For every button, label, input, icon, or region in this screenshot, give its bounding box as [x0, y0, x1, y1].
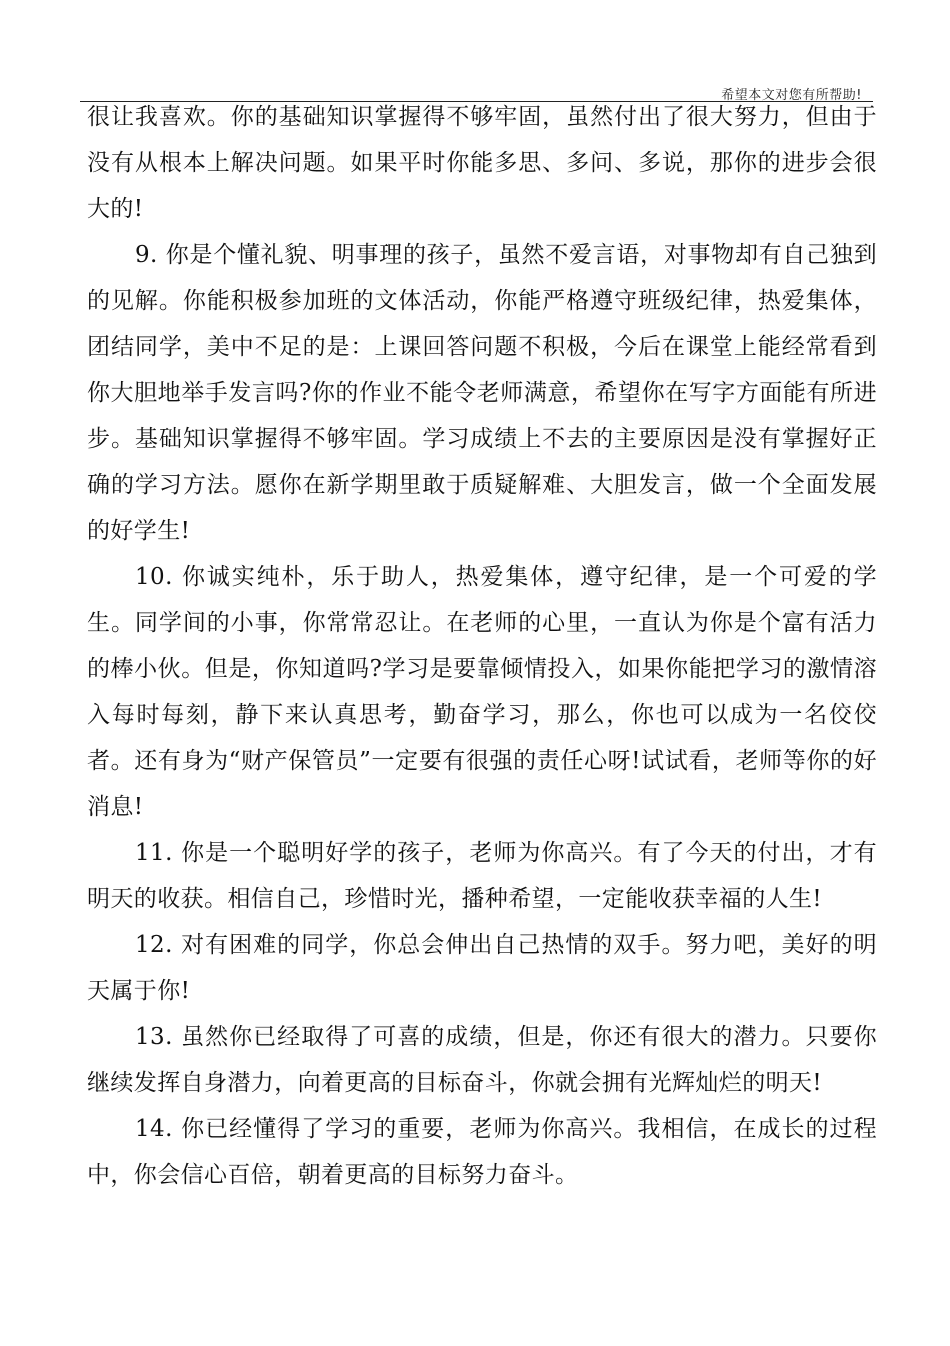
- paragraph-continuation: 很让我喜欢。你的基础知识掌握得不够牢固，虽然付出了很大努力，但由于没有从根本上解决问题。如果平时你能多思、多问、多说，那你的进步会很大的!: [87, 104, 877, 222]
- paragraph-item-11: 11. 你是一个聪明好学的孩子，老师为你高兴。有了今天的付出，才有明天的收获。相信自己，珍惜时光，播种希望，一定能收获幸福的人生!: [87, 840, 877, 912]
- paragraph-item-9: 9. 你是个懂礼貌、明事理的孩子，虽然不爱言语，对事物却有自己独到的见解。你能积极参加班的文体活动，你能严格遵守班级纪律，热爱集体，团结同学，美中不足的是：上课回答问题不积极，今后在课堂上能经常看到你大胆地举手发言吗?你的作业不能令老师满意，希望你在写字方面能有所进步。基础知识掌握得不够牢固。学习成绩上不去的主要原因是没有掌握好正确的学习方法。愿你在新学期里敢于质疑解难、大胆发言，做一个全面发展的好学生!: [87, 242, 877, 544]
- document-body: [87, 94, 877, 1198]
- paragraph-item-12: 12. 对有困难的同学，你总会伸出自己热情的双手。努力吧，美好的明天属于你!: [87, 932, 877, 1004]
- paragraph-item-14: 14. 你已经懂得了学习的重要，老师为你高兴。我相信，在成长的过程中，你会信心百倍，朝着更高的目标努力奋斗。: [87, 1116, 877, 1188]
- header-note: 希望本文对您有所帮助!: [721, 88, 862, 103]
- paragraph-item-13: 13. 虽然你已经取得了可喜的成绩，但是，你还有很大的潜力。只要你继续发挥自身潜力，向着更高的目标奋斗，你就会拥有光辉灿烂的明天!: [87, 1024, 877, 1096]
- paragraph-item-10: 10. 你诚实纯朴，乐于助人，热爱集体，遵守纪律，是一个可爱的学生。同学间的小事，你常常忍让。在老师的心里，一直认为你是个富有活力的棒小伙。但是，你知道吗?学习是要靠倾情投入，如果你能把学习的激情溶入每时每刻，静下来认真思考，勤奋学习，那么，你也可以成为一名佼佼者。还有身为“财产保管员”一定要有很强的责任心呀!试试看，老师等你的好消息!: [87, 564, 877, 820]
